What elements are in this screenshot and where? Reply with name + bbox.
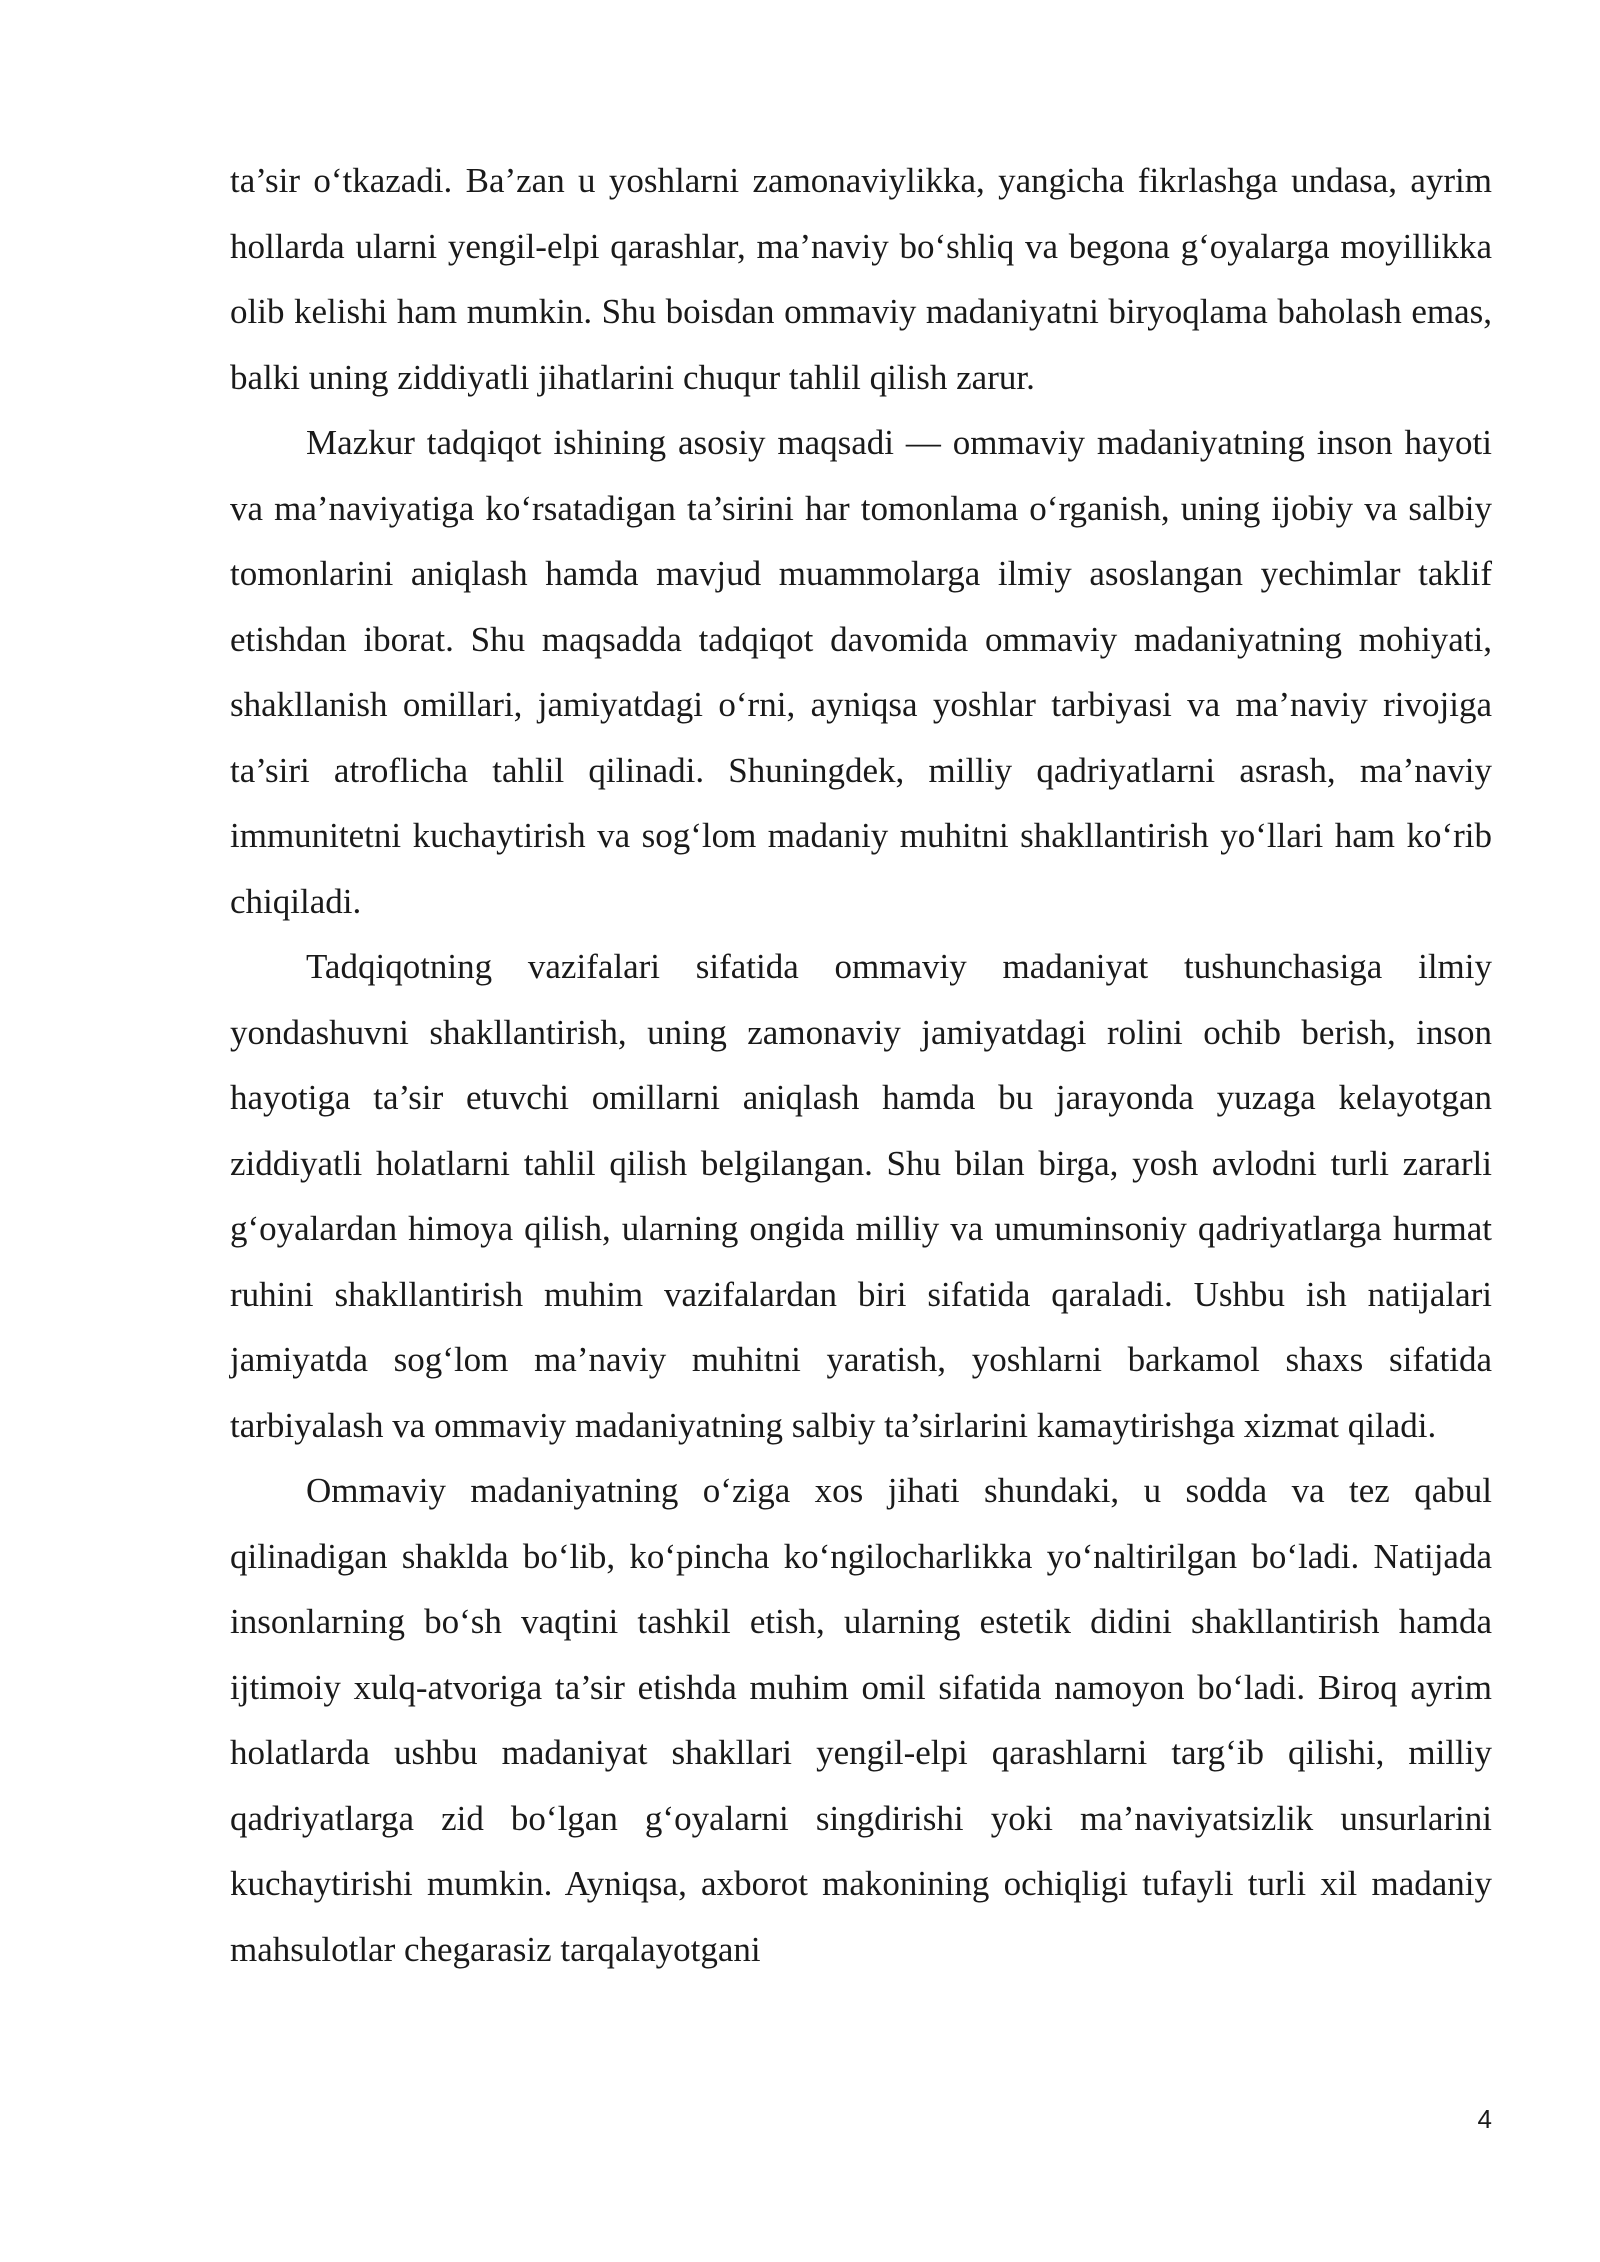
paragraph-continuation: ta’sir o‘tkazadi. Ba’zan u yoshlarni zamonaviylikka, yangicha fikrlashga undasa, ayrim hollarda ularni yengil-elpi qarashlar, ma’naviy bo‘shliq va begona g‘oyalarga moyillikka olib kelishi ham mumkin. Shu boisdan ommaviy madaniyatni biryoqlama baholash emas, balki uning ziddiyatli jihatlarini chuqur tahlil qilish zarur. (230, 161, 1492, 397)
page-number: 4 (1477, 2104, 1492, 2134)
paragraph-research-goal: Mazkur tadqiqot ishining asosiy maqsadi — ommaviy madaniyatning inson hayoti va ma’naviyatiga ko‘rsatadigan ta’sirini har tomonlama o‘rganish, uning ijobiy va salbiy tomonlarini aniqlash hamda mavjud muammolarga ilmiy asoslangan yechimlar taklif etishdan iborat. Shu maqsadda tadqiqot davomida ommaviy madaniyatning mohiyati, shakllanish omillari, jamiyatdagi o‘rni, ayniqsa yoshlar tarbiyasi va ma’naviy rivojiga ta’siri atroflicha tahlil qilinadi. Shuningdek, milliy qadriyatlarni asrash, ma’naviy immunitetni kuchaytirish va sog‘lom madaniy muhitni shakllantirish yo‘llari ham ko‘rib chiqiladi. (230, 423, 1492, 921)
paragraph-mass-culture-features: Ommaviy madaniyatning o‘ziga xos jihati shundaki, u sodda va tez qabul qilinadigan shaklda bo‘lib, ko‘pincha ko‘ngilocharlikka yo‘naltirilgan bo‘ladi. Natijada insonlarning bo‘sh vaqtini tashkil etish, ularning estetik didini shakllantirish hamda ijtimoiy xulq-atvoriga ta’sir etishda muhim omil sifatida namoyon bo‘ladi. Biroq ayrim holatlarda ushbu madaniyat shakllari yengil-elpi qarashlarni targ‘ib qilishi, milliy qadriyatlarga zid bo‘lgan g‘oyalarni singdirishi yoki ma’naviyatsizlik unsurlarini kuchaytirishi mumkin. Ayniqsa, axborot makonining ochiqligi tufayli turli xil madaniy mahsulotlar chegarasiz tarqalayotgani (230, 1471, 1492, 1969)
paragraph-research-tasks: Tadqiqotning vazifalari sifatida ommaviy madaniyat tushunchasiga ilmiy yondashuvni shakllantirish, uning zamonaviy jamiyatdagi rolini ochib berish, inson hayotiga ta’sir etuvchi omillarni aniqlash hamda bu jarayonda yuzaga kelayotgan ziddiyatli holatlarni tahlil qilish belgilangan. Shu bilan birga, yosh avlodni turli zararli g‘oyalardan himoya qilish, ularning ongida milliy va umuminsoniy qadriyatlarga hurmat ruhini shakllantirish muhim vazifalardan biri sifatida qaraladi. Ushbu ish natijalari jamiyatda sog‘lom ma’naviy muhitni yaratish, yoshlarni barkamol shaxs sifatida tarbiyalash va ommaviy madaniyatning salbiy ta’sirlarini kamaytirishga xizmat qiladi. (230, 947, 1492, 1445)
document-body (230, 148, 1492, 1982)
